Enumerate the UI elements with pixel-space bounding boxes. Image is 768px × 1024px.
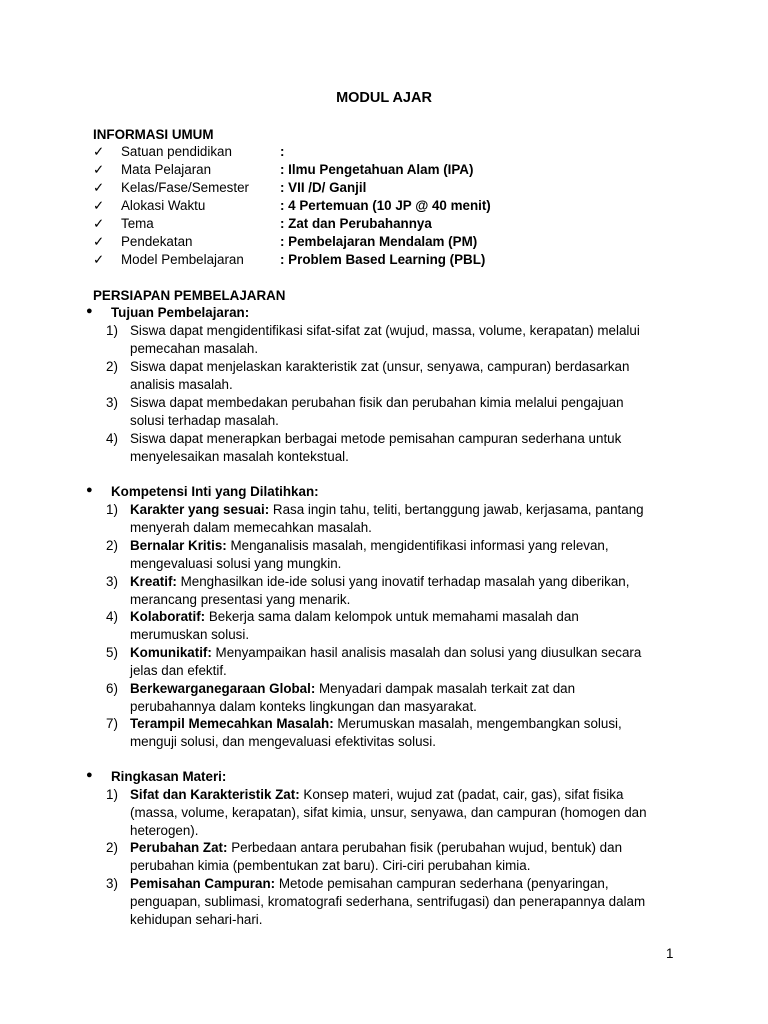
check-icon: ✓ [93, 252, 105, 267]
item-body: Perubahan Zat: Perbedaan antara perubahan fisik (perubahan wujud, bentuk) dan perubahan kimia (pembentukan zat baru). Ciri-ciri perubahan kimia. [130, 840, 623, 873]
item-number: 7) [106, 716, 118, 731]
check-icon: ✓ [93, 216, 105, 231]
item-number: 1) [106, 502, 118, 517]
info-label: Kelas/Fase/Semester [121, 180, 250, 195]
info-value: : Problem Based Learning (PBL) [280, 252, 486, 267]
item-number: 5) [106, 645, 118, 660]
bullet-icon: ● [86, 484, 93, 496]
check-icon: ✓ [93, 162, 105, 177]
item-body: Siswa dapat menjelaskan karakteristik zat (unsur, senyawa, campuran) berdasarkan analisis masalah. [130, 359, 630, 392]
item-number: 2) [106, 840, 118, 855]
bullet-icon: ● [86, 305, 93, 317]
info-label: Pendekatan [121, 234, 193, 249]
info-value: : Pembelajaran Mendalam (PM) [280, 234, 478, 249]
info-label: Model Pembelajaran [121, 252, 244, 267]
check-icon: ✓ [93, 180, 105, 195]
item-number: 2) [106, 359, 118, 374]
item-body: Berkewarganegaraan Global: Menyadari dampak masalah terkait zat dan perubahannya dalam konteks lingkungan dan masyarakat. [130, 681, 576, 714]
item-body: Terampil Memecahkan Masalah: Merumuskan masalah, mengembangkan solusi, menguji solusi, dan mengevaluasi efektivitas solusi. [130, 716, 622, 749]
item-number: 4) [106, 609, 118, 624]
item-number: 3) [106, 574, 118, 589]
bullet-icon: ● [86, 769, 93, 781]
page-number: 1 [666, 946, 674, 961]
info-label: Satuan pendidikan [121, 144, 232, 159]
item-number: 1) [106, 787, 118, 802]
ringkasan-title: Ringkasan Materi: [111, 769, 227, 784]
kompetensi-title: Kompetensi Inti yang Dilatihkan: [111, 484, 319, 499]
item-body: Pemisahan Campuran: Metode pemisahan campuran sederhana (penyaringan, penguapan, sublimasi, kromatografi sederhana, sentrifugasi) dan penerapannya dalam kehidupan sehari-hari. [130, 876, 646, 927]
item-body: Siswa dapat mengidentifikasi sifat-sifat zat (wujud, massa, volume, kerapatan) melalui pemecahan masalah. [130, 323, 640, 356]
item-body: Bernalar Kritis: Menganalisis masalah, mengidentifikasi informasi yang relevan, mengevaluasi solusi yang mungkin. [130, 538, 609, 571]
item-body: Karakter yang sesuai: Rasa ingin tahu, teliti, bertanggung jawab, kerjasama, pantang menyerah dalam memecahkan masalah. [130, 502, 644, 535]
info-value: : Ilmu Pengetahuan Alam (IPA) [280, 162, 474, 177]
item-body: Siswa dapat menerapkan berbagai metode pemisahan campuran sederhana untuk menyelesaikan masalah kontekstual. [130, 431, 622, 464]
info-value: : 4 Pertemuan (10 JP @ 40 menit) [280, 198, 491, 213]
item-body: Sifat dan Karakteristik Zat: Konsep materi, wujud zat (padat, cair, gas), sifat fisika (massa, volume, kerapatan), sifat kimia, unsur, senyawa, dan campuran (homogen dan heterogen). [130, 787, 647, 838]
info-value: : VII /D/ Ganjil [280, 180, 367, 195]
check-icon: ✓ [93, 144, 105, 159]
info-label: Alokasi Waktu [121, 198, 206, 213]
info-label: Mata Pelajaran [121, 162, 212, 177]
item-number: 6) [106, 681, 118, 696]
item-number: 1) [106, 323, 118, 338]
item-number: 4) [106, 431, 118, 446]
info-label: Tema [121, 216, 154, 231]
info-value: : Zat dan Perubahannya [280, 216, 432, 231]
info-value: : [280, 144, 285, 159]
tujuan-title: Tujuan Pembelajaran: [111, 305, 250, 320]
item-body: Siswa dapat membedakan perubahan fisik dan perubahan kimia melalui pengajuan solusi terhadap masalah. [130, 395, 624, 428]
item-number: 2) [106, 538, 118, 553]
check-icon: ✓ [93, 198, 105, 213]
item-body: Kreatif: Menghasilkan ide-ide solusi yang inovatif terhadap masalah yang diberikan, merancang presentasi yang menarik. [130, 574, 630, 607]
info-heading: INFORMASI UMUM [93, 127, 214, 142]
item-body: Komunikatif: Menyampaikan hasil analisis masalah dan solusi yang diusulkan secara jelas dan efektif. [130, 645, 642, 678]
item-body: Kolaboratif: Bekerja sama dalam kelompok untuk memahami masalah dan merumuskan solusi. [130, 609, 579, 642]
check-icon: ✓ [93, 234, 105, 249]
item-number: 3) [106, 876, 118, 891]
document-title: MODUL AJAR [336, 90, 432, 106]
item-number: 3) [106, 395, 118, 410]
persiapan-heading: PERSIAPAN PEMBELAJARAN [93, 288, 286, 303]
